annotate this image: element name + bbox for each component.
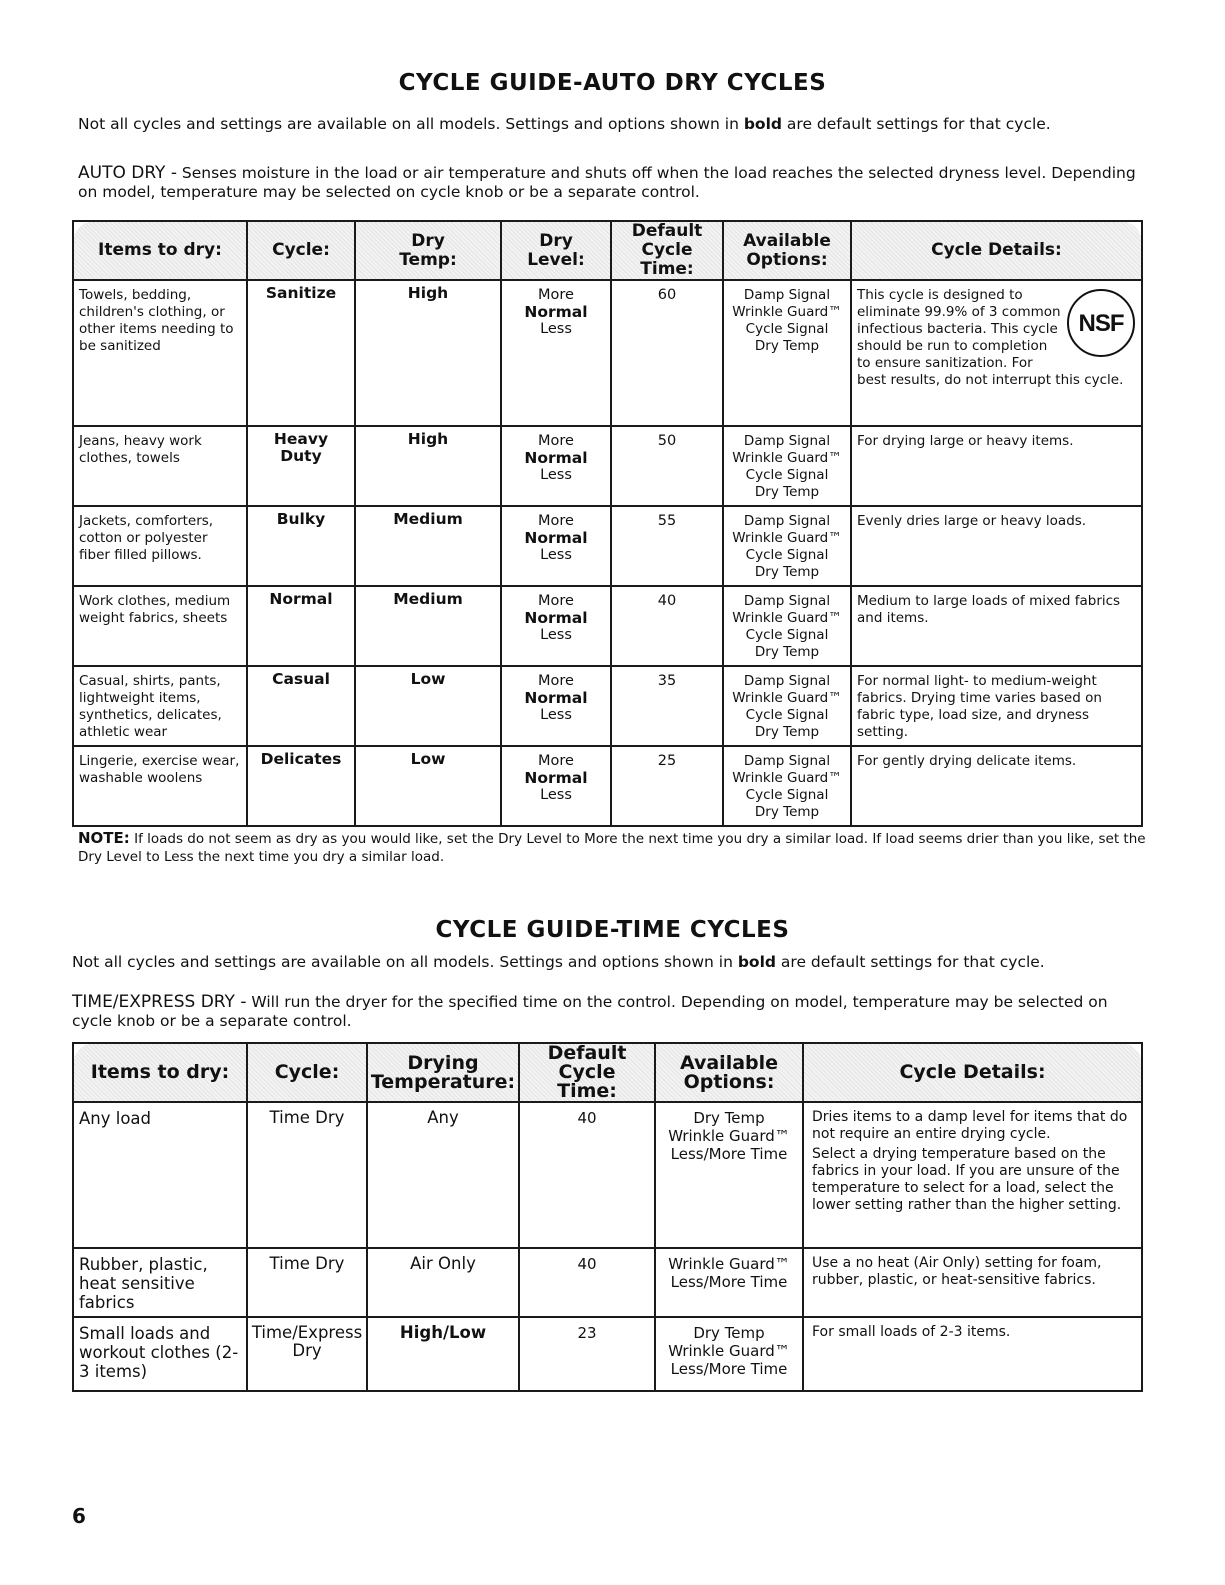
cycle-cell: Delicates	[247, 746, 355, 826]
time-cycle-table	[72, 1042, 1143, 1392]
time-dry-label: TIME/EXPRESS DRY -	[72, 992, 247, 1012]
items-cell: Any load	[73, 1102, 247, 1248]
cycle-cell: Time Dry	[247, 1102, 367, 1248]
temp-cell: Medium	[355, 586, 501, 666]
details-cell: For small loads of 2-3 items.	[803, 1317, 1142, 1391]
details-cell: For drying large or heavy items.	[851, 426, 1142, 506]
level-cell: More Normal Less	[501, 506, 611, 586]
temp-cell: High	[355, 280, 501, 426]
options-cell: Dry Temp Wrinkle Guard™ Less/More Time	[655, 1317, 803, 1391]
options-cell: Damp Signal Wrinkle Guard™ Cycle Signal Dry Temp	[723, 280, 851, 426]
auto-table-header	[73, 221, 1142, 280]
header-cycle-time: Default Cycle Time:	[611, 221, 723, 280]
table-row	[73, 1317, 1142, 1391]
header-cycle: Cycle:	[247, 221, 355, 280]
time-cell: 50	[611, 426, 723, 506]
auto-dry-description: AUTO DRY - Senses moisture in the load or air temperature and shuts off when the load reaches the selected dryness level. Depending on model, temperature may be selected on cycle knob or be a separate control.	[78, 163, 1136, 201]
auto-intro: Not all cycles and settings are available on all models. Settings and options shown in bold are default settings for that cycle.	[78, 115, 1051, 133]
temp-cell: Low	[355, 666, 501, 746]
time-intro: Not all cycles and settings are available on all models. Settings and options shown in bold are default settings for that cycle.	[72, 953, 1045, 971]
table-row	[73, 1102, 1142, 1248]
options-cell: Damp Signal Wrinkle Guard™ Cycle Signal Dry Temp	[723, 506, 851, 586]
temp-cell: Air Only	[367, 1248, 519, 1317]
options-cell: Damp Signal Wrinkle Guard™ Cycle Signal Dry Temp	[723, 426, 851, 506]
details-cell: Dries items to a damp level for items that do not require an entire drying cycle. Select a drying temperature based on the fabrics in your load. If you are unsure of the temperature to select for a load, select the lower setting rather than the higher setting.	[803, 1102, 1142, 1248]
items-cell: Rubber, plastic, heat sensitive fabrics	[73, 1248, 247, 1317]
temp-cell: Low	[355, 746, 501, 826]
header-details: Cycle Details:	[803, 1043, 1142, 1102]
header-options: Available Options:	[723, 221, 851, 280]
time-cell: 40	[519, 1248, 655, 1317]
details-cell: Evenly dries large or heavy loads.	[851, 506, 1142, 586]
level-cell: More Normal Less	[501, 426, 611, 506]
temp-cell: High	[355, 426, 501, 506]
cycle-cell: Sanitize	[247, 280, 355, 426]
details-cell: NSF This cycle is designed to eliminate 99.9% of 3 common infectious bacteria. This cycle should be run to completion to ensure sanitization. For best results, do not interrupt this cycle.	[851, 280, 1142, 426]
cycle-cell: Casual	[247, 666, 355, 746]
options-cell: Damp Signal Wrinkle Guard™ Cycle Signal Dry Temp	[723, 746, 851, 826]
header-dry-level: Dry Level:	[501, 221, 611, 280]
temp-cell: Medium	[355, 506, 501, 586]
details-cell: For gently drying delicate items.	[851, 746, 1142, 826]
page-number: 6	[72, 1504, 86, 1528]
auto-dry-label: AUTO DRY -	[78, 163, 177, 183]
header-items: Items to dry:	[73, 1043, 247, 1102]
time-cell: 35	[611, 666, 723, 746]
table-row	[73, 1248, 1142, 1317]
level-cell: More Normal Less	[501, 746, 611, 826]
level-cell: More Normal Less	[501, 586, 611, 666]
header-details: Cycle Details:	[851, 221, 1142, 280]
level-cell: More Normal Less	[501, 666, 611, 746]
table-row	[73, 280, 1142, 426]
options-cell: Wrinkle Guard™ Less/More Time	[655, 1248, 803, 1317]
items-cell: Small loads and workout clothes (2-3 items)	[73, 1317, 247, 1391]
table-row	[73, 426, 1142, 506]
table-row	[73, 666, 1142, 746]
cycle-cell: Time/Express Dry	[247, 1317, 367, 1391]
temp-cell: Any	[367, 1102, 519, 1248]
header-options: Available Options:	[655, 1043, 803, 1102]
options-cell: Damp Signal Wrinkle Guard™ Cycle Signal Dry Temp	[723, 666, 851, 746]
auto-cycle-table	[72, 220, 1143, 827]
options-cell: Damp Signal Wrinkle Guard™ Cycle Signal Dry Temp	[723, 586, 851, 666]
cycle-cell: Normal	[247, 586, 355, 666]
time-dry-description: TIME/EXPRESS DRY - Will run the dryer for the specified time on the control. Depending on model, temperature may be selected on cycle knob or be a separate control.	[72, 992, 1108, 1030]
items-cell: Casual, shirts, pants, lightweight items, synthetics, delicates, athletic wear	[73, 666, 247, 746]
header-default-cycle-time: Default Cycle Time:	[519, 1043, 655, 1102]
level-cell: More Normal Less	[501, 280, 611, 426]
table-row	[73, 746, 1142, 826]
time-cell: 40	[611, 586, 723, 666]
auto-note: NOTE: If loads do not seem as dry as you would like, set the Dry Level to More the next time you dry a similar load. If load seems drier than you like, set the Dry Level to Less the next time you dry a similar load.	[78, 829, 1146, 865]
time-cell: 23	[519, 1317, 655, 1391]
details-cell: Medium to large loads of mixed fabrics and items.	[851, 586, 1142, 666]
table-row	[73, 506, 1142, 586]
items-cell: Jeans, heavy work clothes, towels	[73, 426, 247, 506]
header-drying-temperature: Drying Temperature:	[367, 1043, 519, 1102]
options-cell: Dry Temp Wrinkle Guard™ Less/More Time	[655, 1102, 803, 1248]
header-dry-temp: Dry Temp:	[355, 221, 501, 280]
time-cell: 25	[611, 746, 723, 826]
header-cycle: Cycle:	[247, 1043, 367, 1102]
details-cell: Use a no heat (Air Only) setting for foam, rubber, plastic, or heat-sensitive fabrics.	[803, 1248, 1142, 1317]
time-cell: 60	[611, 280, 723, 426]
details-cell: For normal light- to medium-weight fabrics. Drying time varies based on fabric type, load size, and dryness setting.	[851, 666, 1142, 746]
time-table-header	[73, 1043, 1142, 1102]
time-cell: 55	[611, 506, 723, 586]
time-cell: 40	[519, 1102, 655, 1248]
header-items: Items to dry:	[73, 221, 247, 280]
time-cycle-title: CYCLE GUIDE-TIME CYCLES	[435, 917, 790, 943]
auto-cycle-title: CYCLE GUIDE-AUTO DRY CYCLES	[398, 70, 827, 96]
items-cell: Lingerie, exercise wear, washable woolens	[73, 746, 247, 826]
items-cell: Work clothes, medium weight fabrics, sheets	[73, 586, 247, 666]
cycle-cell: Heavy Duty	[247, 426, 355, 506]
cycle-cell: Time Dry	[247, 1248, 367, 1317]
table-row	[73, 586, 1142, 666]
temp-cell: High/Low	[367, 1317, 519, 1391]
nsf-logo: NSF	[1067, 289, 1135, 357]
cycle-cell: Bulky	[247, 506, 355, 586]
items-cell: Jackets, comforters, cotton or polyester fiber filled pillows.	[73, 506, 247, 586]
items-cell: Towels, bedding, children's clothing, or other items needing to be sanitized	[73, 280, 247, 426]
note-label: NOTE:	[78, 829, 130, 847]
